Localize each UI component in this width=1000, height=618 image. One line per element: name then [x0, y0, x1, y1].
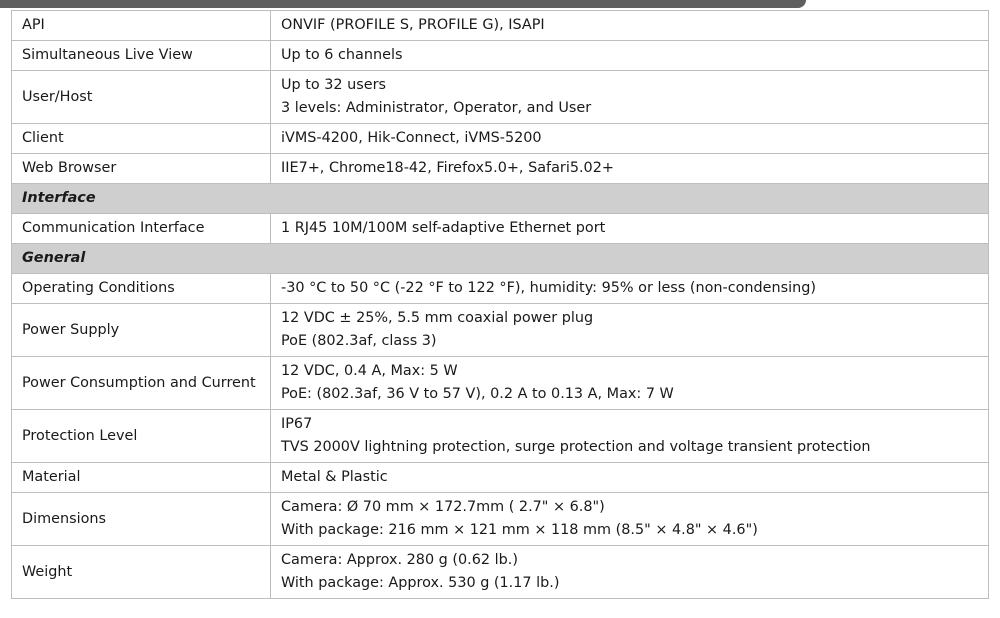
spec-row-operating-conditions [12, 274, 989, 304]
spec-value-line: iVMS-4200, Hik-Connect, iVMS-5200 [281, 130, 542, 146]
spec-value [271, 546, 989, 599]
spec-value-line: IIE7+, Chrome18-42, Firefox5.0+, Safari5.02+ [281, 160, 614, 176]
section-header-general [12, 244, 989, 274]
spec-row-api [12, 11, 989, 41]
spec-label: Web Browser [12, 154, 271, 184]
spec-value-line: IP67 [281, 416, 313, 432]
spec-value [271, 124, 989, 154]
spec-value-line: -30 °C to 50 °C (-22 °F to 122 °F), humidity: 95% or less (non-condensing) [281, 280, 817, 296]
spec-value-line: 12 VDC, 0.4 A, Max: 5 W [281, 363, 458, 379]
spec-value-line: With package: Approx. 530 g (1.17 lb.) [281, 575, 560, 591]
spec-row-web-browser [12, 154, 989, 184]
spec-row-simultaneous-live-view [12, 41, 989, 71]
spec-value-line: With package: 216 mm × 121 mm × 118 mm (8.5" × 4.8" × 4.6") [281, 522, 758, 538]
spec-row-dimensions [12, 493, 989, 546]
spec-label: Power Supply [12, 304, 271, 357]
section-header-interface [12, 184, 989, 214]
section-title: General [12, 244, 989, 274]
spec-value [271, 154, 989, 184]
spec-value-line: 1 RJ45 10M/100M self-adaptive Ethernet port [281, 220, 606, 236]
spec-value-line: Up to 6 channels [281, 47, 403, 63]
spec-value [271, 357, 989, 410]
spec-row-user-host [12, 71, 989, 124]
spec-label: Client [12, 124, 271, 154]
spec-label: Power Consumption and Current [12, 357, 271, 410]
spec-value-line: TVS 2000V lightning protection, surge protection and voltage transient protection [281, 439, 871, 455]
spec-value [271, 71, 989, 124]
spec-row-power-supply [12, 304, 989, 357]
spec-value-line: PoE: (802.3af, 36 V to 57 V), 0.2 A to 0.13 A, Max: 7 W [281, 386, 674, 402]
spec-value [271, 214, 989, 244]
spec-label: Protection Level [12, 410, 271, 463]
spec-value [271, 274, 989, 304]
spec-label: Simultaneous Live View [12, 41, 271, 71]
spec-table-body [12, 11, 989, 599]
spec-value-line: Metal & Plastic [281, 469, 388, 485]
spec-value-line: PoE (802.3af, class 3) [281, 333, 437, 349]
spec-row-power-consumption-and-current [12, 357, 989, 410]
spec-value [271, 304, 989, 357]
section-title: Interface [12, 184, 989, 214]
spec-table [11, 10, 989, 599]
spec-label: Operating Conditions [12, 274, 271, 304]
spec-label: Material [12, 463, 271, 493]
spec-label: User/Host [12, 71, 271, 124]
spec-label: API [12, 11, 271, 41]
spec-value-line: Camera: Approx. 280 g (0.62 lb.) [281, 552, 518, 568]
spec-row-client [12, 124, 989, 154]
spec-value-line: Camera: Ø 70 mm × 172.7mm ( 2.7" × 6.8") [281, 499, 605, 515]
spec-value [271, 463, 989, 493]
spec-value-line: Up to 32 users [281, 77, 387, 93]
spec-label: Weight [12, 546, 271, 599]
spec-value [271, 410, 989, 463]
spec-row-protection-level [12, 410, 989, 463]
spec-value-line: ONVIF (PROFILE S, PROFILE G), ISAPI [281, 17, 545, 33]
spec-value [271, 41, 989, 71]
spec-value-line: 12 VDC ± 25%, 5.5 mm coaxial power plug [281, 310, 594, 326]
spec-value-line: 3 levels: Administrator, Operator, and User [281, 100, 592, 116]
spec-label: Communication Interface [12, 214, 271, 244]
spec-value [271, 493, 989, 546]
spec-label: Dimensions [12, 493, 271, 546]
spec-row-material [12, 463, 989, 493]
spec-value [271, 11, 989, 41]
spec-row-weight [12, 546, 989, 599]
spec-row-communication-interface [12, 214, 989, 244]
top-header-bar [0, 0, 806, 8]
